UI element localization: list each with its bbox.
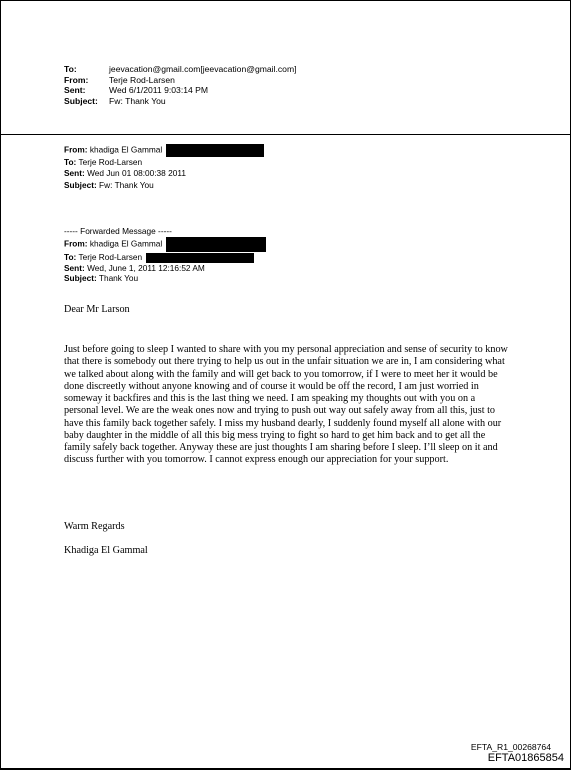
fwd1-subject-value: Fw: Thank You [99,179,154,190]
fwd2-to-line [64,252,266,263]
letter-closing: Warm Regards [64,521,125,532]
header-sent-label: Sent: [64,85,86,95]
header-to-label: To: [64,64,77,74]
top-border [1,0,571,1]
letter-signature: Khadiga El Gammal [64,545,148,556]
fwd2-subject-label: Subject: [64,273,97,284]
header-sent-row [64,85,297,96]
redaction-bar [146,253,254,263]
fwd2-from-value: khadiga El Gammal [89,238,163,249]
letter-body: Just before going to sleep I wanted to share with you my personal appreciation and sense of security to know that there is somebody out there trying to help us out in the unfair situation we are in, I am considering what we talked about along with the family and will get back to you tomorrow, if I were to meet her it would be done discreetly without anyone knowing and of course it would be off the record, I am just worried in someway it backfires and this is the last thing we need. I am speaking my thoughts out with you on a personal level. We are the weak ones now and trying to push out way out safely away from all this, just to have this family back together safely. I miss my husband dearly, I suddenly found myself all alone with our baby daughter in the middle of all this big mess trying to fight so hard to get him back and to get all the family safely back together. Anyway these are just thoughts I am sharing before I sleep. I’ll sleep on it and discuss further with you tomorrow. I cannot express enough our appreciation for your support. [64,344,508,466]
fwd1-from-value: khadiga El Gammal [89,144,163,155]
header-from-value: Terje Rod-Larsen [109,74,175,85]
redaction-bar [166,144,264,157]
header-divider [1,134,571,135]
fwd2-to-value: Terje Rod-Larsen [78,251,143,262]
fwd1-sent-value: Wed Jun 01 08:00:38 2011 [87,168,186,179]
fwd1-sent-label: Sent: [64,168,85,179]
fwd2-sent-line [64,263,266,274]
forwarded-header-2 [64,226,266,284]
fwd1-to-line [64,157,264,168]
fwd2-from-line [64,237,266,252]
fwd1-to-value: Terje Rod-Larsen [78,157,143,167]
fwd2-from-label: From: [64,238,88,249]
fwd2-to-label: To: [64,251,77,262]
fwd2-subject-line [64,273,266,284]
fwd1-subject-line [64,180,264,191]
header-sent-value: Wed 6/1/2011 9:03:14 PM [109,85,209,95]
header-subject-row [64,96,297,107]
bates-number-2: EFTA01865854 [487,752,564,764]
bates-number-1: EFTA_R1_00268764 [470,742,551,752]
header-subject-label: Subject: [64,95,98,106]
fwd2-subject-value: Thank You [98,273,139,284]
header-to-row [64,64,297,75]
redaction-bar [166,237,266,252]
fwd2-separator: ----- Forwarded Message ----- [64,226,172,236]
fwd1-from-label: From: [64,144,88,155]
header-from-row [64,75,297,86]
fwd2-sent-label: Sent: [64,262,85,273]
fwd2-sent-value: Wed, June 1, 2011 12:16:52 AM [87,262,205,273]
letter-salutation: Dear Mr Larson [64,304,130,315]
email-header [64,64,297,106]
fwd1-sent-line [64,168,264,179]
fwd1-from-line [64,144,264,157]
forwarded-header-1 [64,144,264,191]
header-to-value: jeevacation@gmail.com[jeevacation@gmail.com] [109,64,297,74]
fwd1-to-label: To: [64,157,77,167]
fwd1-subject-label: Subject: [64,179,97,190]
header-subject-value: Fw: Thank You [109,95,166,106]
header-from-label: From: [64,74,89,85]
